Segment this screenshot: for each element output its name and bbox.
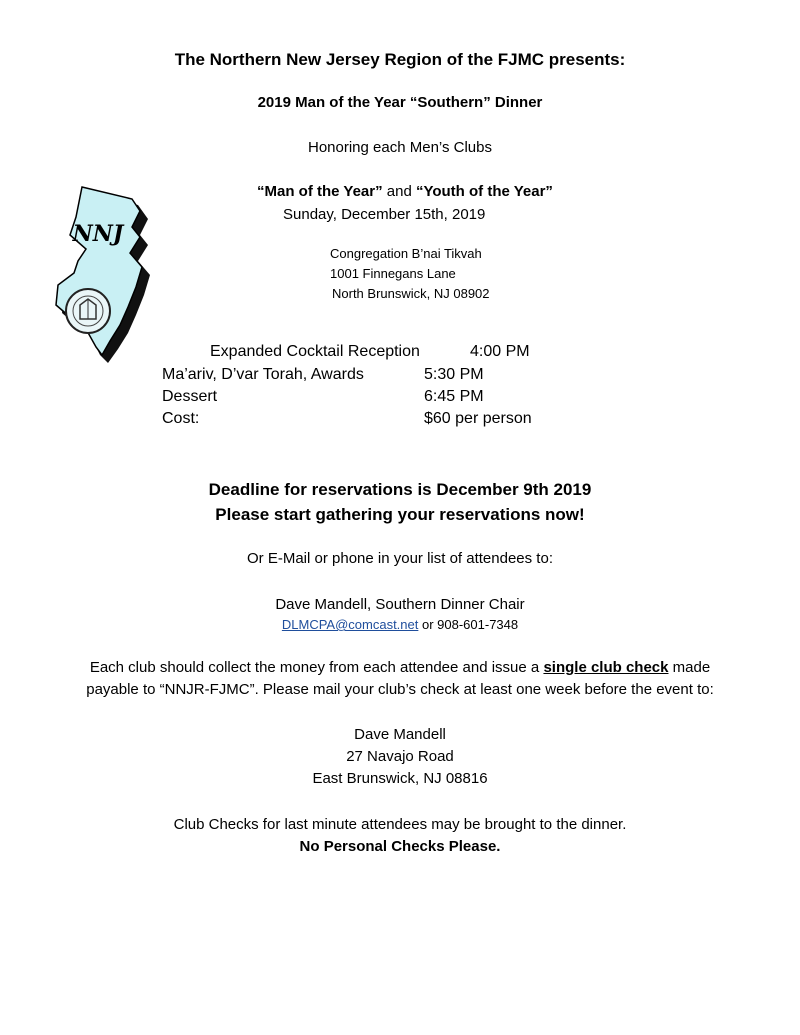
schedule-label-3: Cost: xyxy=(162,410,200,427)
schedule-value-1: 5:30 PM xyxy=(424,366,484,383)
honors-line xyxy=(257,183,553,200)
page-title: The Northern New Jersey Region of the FJMC presents: xyxy=(174,50,626,69)
payment-line-2: payable to “NNJR-FJMC”. Please mail your club’s check at least one week before the event to: xyxy=(86,681,714,698)
deadline-line-2: Please start gathering your reservations now! xyxy=(215,505,585,524)
single-club-check-text: single club check xyxy=(543,659,669,676)
logo-letters: NNJ xyxy=(72,221,124,247)
payment-post: made xyxy=(668,659,711,676)
new-jersey-map-icon xyxy=(52,183,164,365)
footer-line-2: No Personal Checks Please. xyxy=(299,838,501,855)
venue-name: Congregation B’nai Tikvah xyxy=(330,246,482,261)
venue-city: North Brunswick, NJ 08902 xyxy=(332,286,490,301)
event-date: Sunday, December 15th, 2019 xyxy=(283,206,486,223)
footer-line-1: Club Checks for last minute attendees may be brought to the dinner. xyxy=(173,816,627,833)
schedule-value-3: $60 per person xyxy=(424,410,532,427)
deadline-line-1: Deadline for reservations is December 9th 2019 xyxy=(208,480,592,499)
schedule-label-0: Expanded Cocktail Reception xyxy=(210,343,420,360)
phone-text: or 908-601-7348 xyxy=(418,617,519,632)
schedule-label-2: Dessert xyxy=(162,388,218,405)
youth-of-year-text: “Youth of the Year” xyxy=(415,183,553,200)
payment-pre: Each club should collect the money from each attendee and issue a xyxy=(89,659,544,676)
contact-line xyxy=(0,617,800,632)
schedule-value-2: 6:45 PM xyxy=(424,388,484,405)
email-link[interactable]: DLMCPA@comcast.net xyxy=(281,617,419,632)
venue-street: 1001 Finnegans Lane xyxy=(330,266,456,281)
mailing-city: East Brunswick, NJ 08816 xyxy=(312,770,488,787)
mailing-street: 27 Navajo Road xyxy=(346,748,454,765)
contact-intro: Or E-Mail or phone in your list of attendees to: xyxy=(247,550,553,567)
payment-line-1 xyxy=(0,659,800,676)
and-text: and xyxy=(382,183,416,200)
nnj-logo xyxy=(52,183,164,365)
event-title: 2019 Man of the Year “Southern” Dinner xyxy=(257,94,543,111)
schedule-value-0: 4:00 PM xyxy=(470,343,530,360)
schedule-label-1: Ma’ariv, D’var Torah, Awards xyxy=(162,366,364,383)
man-of-year-text: “Man of the Year” xyxy=(257,183,383,200)
honoring-text: Honoring each Men’s Clubs xyxy=(308,139,492,156)
mailing-name: Dave Mandell xyxy=(354,726,446,743)
contact-chair: Dave Mandell, Southern Dinner Chair xyxy=(275,596,525,613)
